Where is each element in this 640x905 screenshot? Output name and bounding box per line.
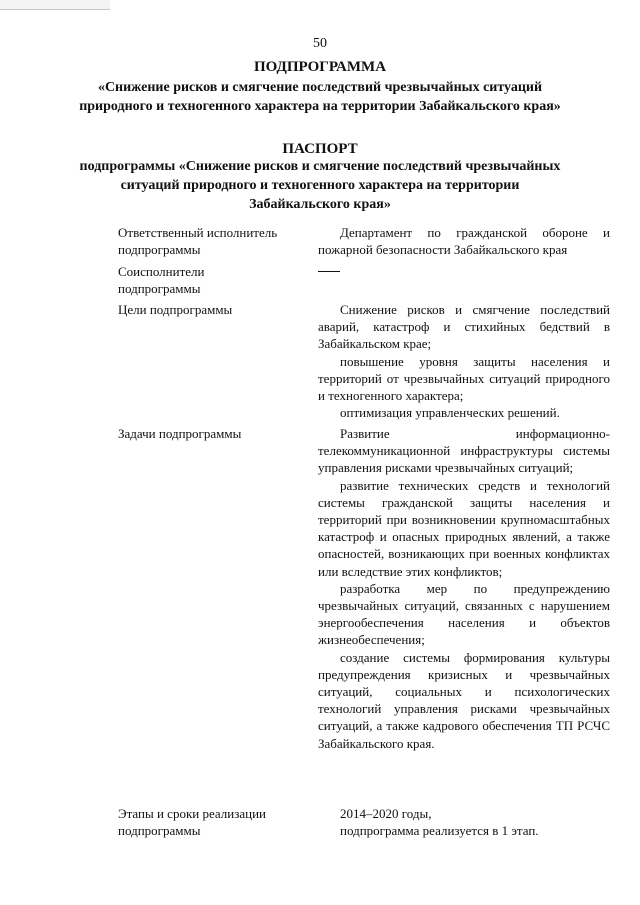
program-subtitle: «Снижение рисков и смягчение последствий чрезвычайных ситуаций природного и техногенного характера на территории Забайкальского края»: [79, 80, 561, 114]
passport-title: ПАСПОРТ: [282, 141, 358, 157]
scan-edge-mark: [0, 0, 110, 10]
row-label: Задачи подпрограммы: [118, 426, 242, 441]
row-value: [318, 301, 610, 425]
row-coexecutors: [118, 263, 610, 301]
goal-item: Снижение рисков и смягчение последствий аварий, катастроф и стихийных бедствий в Забайкальском крае;: [318, 302, 610, 352]
row-goals: [118, 301, 610, 425]
row-label: Соисполнители подпрограммы: [118, 264, 205, 297]
task-item: Развитие информационно-телекоммуникационной инфраструктуры системы управления рисками чрезвычайных ситуаций;: [318, 426, 610, 476]
row-label: Ответственный исполнитель подпрограммы: [118, 225, 278, 258]
row-label: Цели подпрограммы: [118, 302, 233, 317]
task-item: создание системы формирования культуры предупреждения кризисных и чрезвычайных ситуаций, социальных и психологических технологий управления рисками чрезвычайных ситуаций, а также кадрового обеспечения ТП РСЧС Забайкальского края.: [318, 649, 610, 751]
program-title: ПОДПРОГРАММА: [253, 59, 387, 75]
row-tasks: [118, 425, 610, 805]
passport-subtitle: подпрограммы «Снижение рисков и смягчение последствий чрезвычайных ситуаций природного и техногенного характера на территории Забайкальского края»: [79, 159, 561, 212]
passport-table: [118, 224, 610, 839]
task-item: развитие технических средств и технологий системы гражданской защиты населения и территорий при возникновении крупномасштабных катастроф и опасных природных явлений, а также опасностей, возникающих при военных конфликтах или вследствие этих конфликтов;: [318, 477, 610, 579]
row-stages: [118, 805, 610, 839]
goal-item: оптимизация управленческих решений.: [340, 405, 560, 421]
task-item: разработка мер по предупреждению чрезвычайных ситуаций, связанных с нарушением энергообеспечения населения и объектов жизнеобеспечения;: [318, 580, 610, 648]
stage-item: подпрограмма реализуется в 1 этап.: [340, 823, 539, 839]
responsible-text: Департамент по гражданской обороне и пожарной безопасности Забайкальского края: [318, 225, 610, 258]
goal-item: повышение уровня защиты населения и территорий от чрезвычайных ситуаций природного и техногенного характера;: [318, 353, 610, 404]
empty-dash: [318, 271, 340, 289]
page-number: 50: [313, 36, 327, 51]
row-responsible: [118, 224, 610, 263]
stage-item: 2014–2020 годы,: [340, 806, 432, 821]
row-value: [318, 425, 610, 805]
row-value: [318, 224, 610, 263]
row-value: [318, 263, 610, 301]
row-value: [318, 805, 610, 839]
row-label: Этапы и сроки реализации подпрограммы: [118, 806, 266, 839]
